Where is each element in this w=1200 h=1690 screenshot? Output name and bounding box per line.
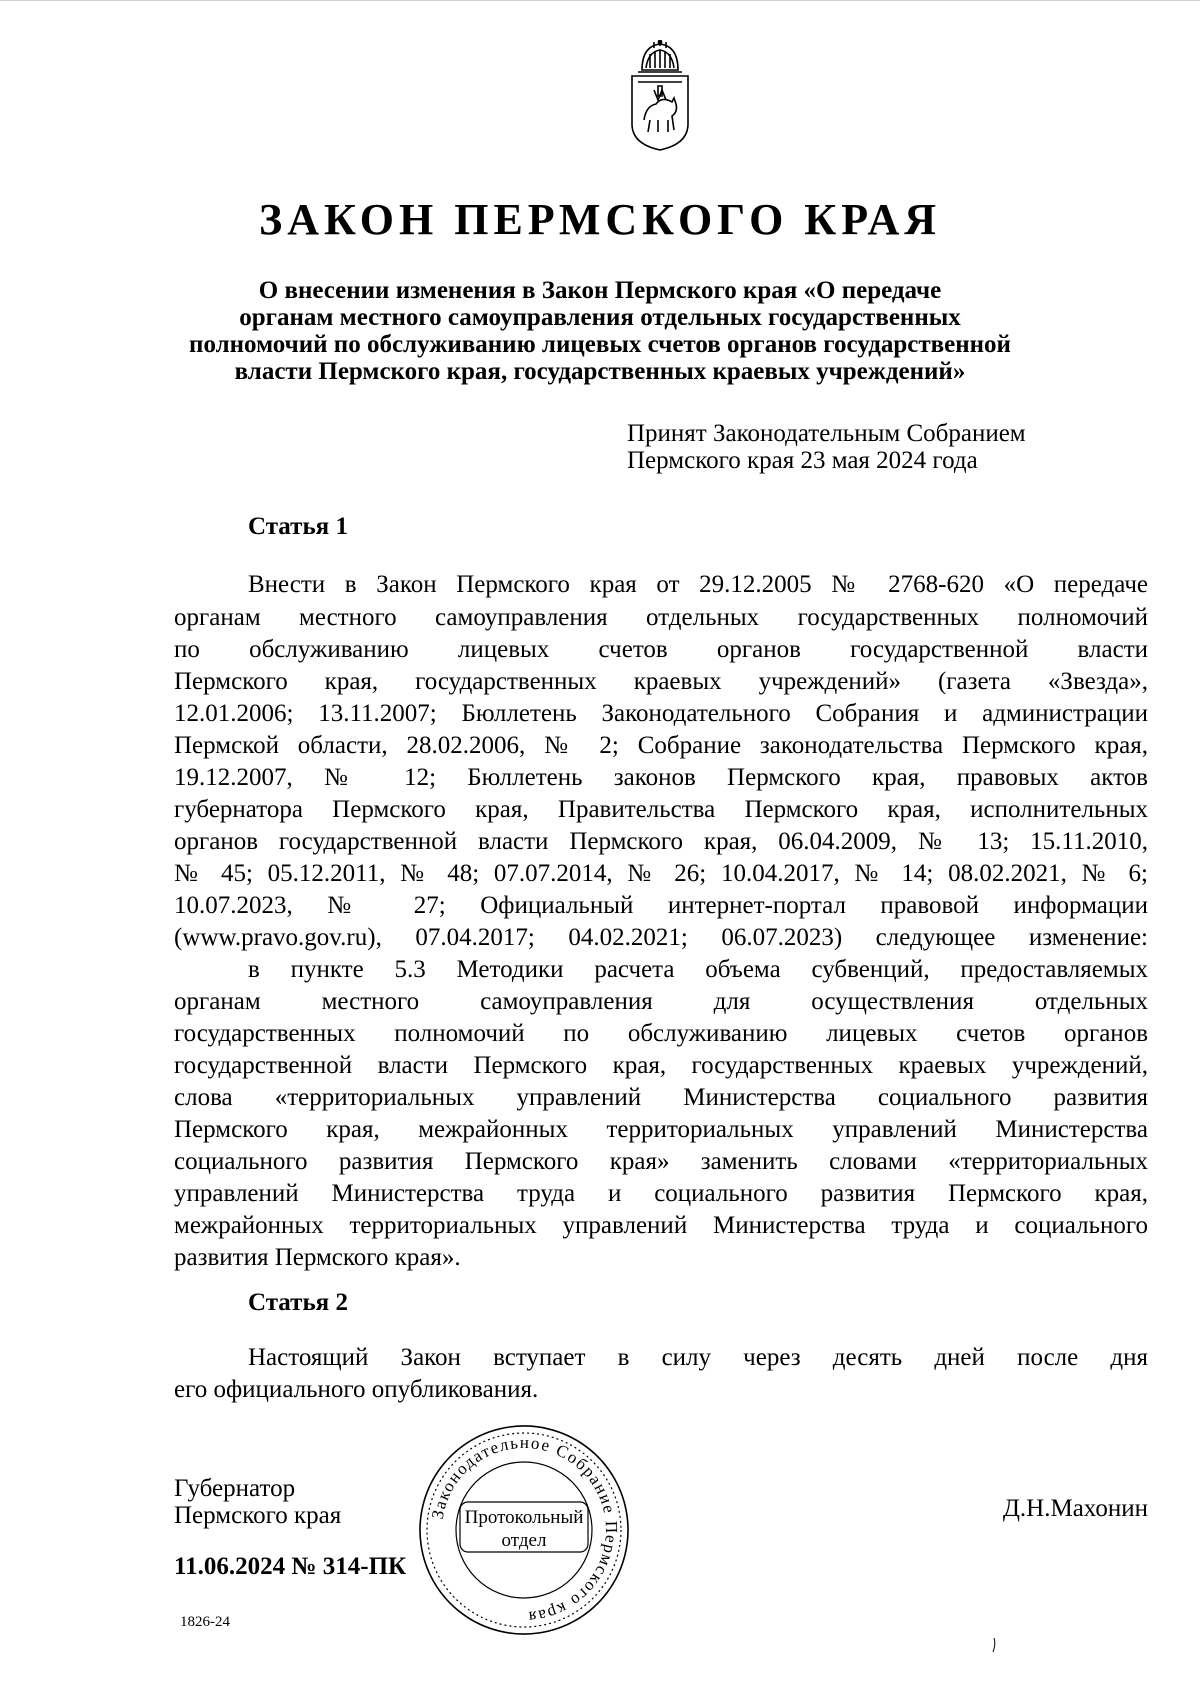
subtitle-line: власти Пермского края, государственных краевых учреждений» [234,358,966,385]
article-1-line: № 45; 05.12.2011, № 48; 07.07.2014, № 26; 10.04.2017, № 14; 08.02.2021, № 6; [174,860,1148,887]
article-1-line: в пункте 5.3 Методики расчета объема субвенций, предоставляемых [248,956,1148,983]
registration-number: 1826-24 [180,1614,230,1630]
law-subtitle [150,277,1050,385]
article-1-line: управлений Министерства труда и социального развития Пермского края, [174,1180,1148,1207]
law-date-number: 11.06.2024 № 314-ПК [174,1553,407,1580]
stamp-center-line: отдел [501,1530,547,1551]
subtitle-line: органам местного самоуправления отдельных государственных [239,304,961,331]
scan-edge-line [0,0,1200,1]
coat-of-arms-icon [628,40,692,152]
article-2-line: Настоящий Закон вступает в силу через десять дней после дня [248,1344,1148,1371]
adoption-line: Пермского края 23 мая 2024 года [627,447,978,474]
signer-title-line: Губернатор [174,1475,296,1502]
article-1-line: по обслуживанию лицевых счетов органов государственной власти [174,636,1148,663]
stamp-ring-text: Законодательное Собрание Пермского края [427,1432,622,1628]
article-1-line: 10.07.2023, № 27; Официальный интернет-портал правовой информации [174,892,1148,919]
article-1-heading: Статья 1 [248,513,348,540]
article-1-line: Пермского края, государственных краевых учреждений» (газета «Звезда», [174,668,1148,695]
article-1-line: 12.01.2006; 13.11.2007; Бюллетень Законодательного Собрания и администрации [174,700,1148,727]
official-stamp [414,1420,634,1640]
signer-title [174,1475,341,1529]
article-1-line: государственных полномочий по обслуживанию лицевых счетов органов [174,1020,1148,1047]
signer-title-line: Пермского края [174,1502,342,1529]
article-1-line: Внести в Закон Пермского края от 29.12.2005 № 2768-620 «О передаче [248,571,1148,598]
subtitle-line: полномочий по обслуживанию лицевых счетов органов государственной [189,331,1011,358]
article-1-line: Пермского края, межрайонных территориальных управлений Министерства [174,1116,1148,1143]
article-1-line: органам местного самоуправления для осуществления отдельных [174,988,1148,1015]
article-1-line: (www.pravo.gov.ru), 07.04.2017; 04.02.2021; 06.07.2023) следующее изменение: [174,924,1148,951]
article-1-line: органам местного самоуправления отдельных государственных полномочий [174,604,1148,631]
signer-name: Д.Н.Махонин [1002,1495,1148,1522]
article-1-line: органов государственной власти Пермского края, 06.04.2009, № 13; 15.11.2010, [174,828,1148,855]
article-2-line: его официального опубликования. [174,1376,539,1403]
article-1-line: 19.12.2007, № 12; Бюллетень законов Пермского края, правовых актов [174,764,1148,791]
article-1-line: государственной власти Пермского края, государственных краевых учреждений, [174,1052,1148,1079]
article-1-line: слова «территориальных управлений Министерства социального развития [174,1084,1148,1111]
article-1-line: межрайонных территориальных управлений Министерства труда и социального [174,1212,1148,1239]
adoption-line: Принят Законодательным Собранием [627,420,1026,447]
stamp-center-line: Протокольный [464,1507,584,1528]
pen-mark-icon [990,1636,998,1654]
adoption-note [627,420,1026,474]
article-1-line: Пермской области, 28.02.2006, № 2; Собрание законодательства Пермского края, [174,732,1148,759]
article-1-line: социального развития Пермского края» заменить словами «территориальных [174,1148,1148,1175]
article-2-heading: Статья 2 [248,1289,348,1316]
article-1-line: губернатора Пермского края, Правительства Пермского края, исполнительных [174,796,1148,823]
article-1-line: развития Пермского края». [174,1244,461,1271]
subtitle-line: О внесении изменения в Закон Пермского края «О передаче [258,277,942,304]
law-title: ЗАКОН ПЕРМСКОГО КРАЯ [258,195,942,244]
